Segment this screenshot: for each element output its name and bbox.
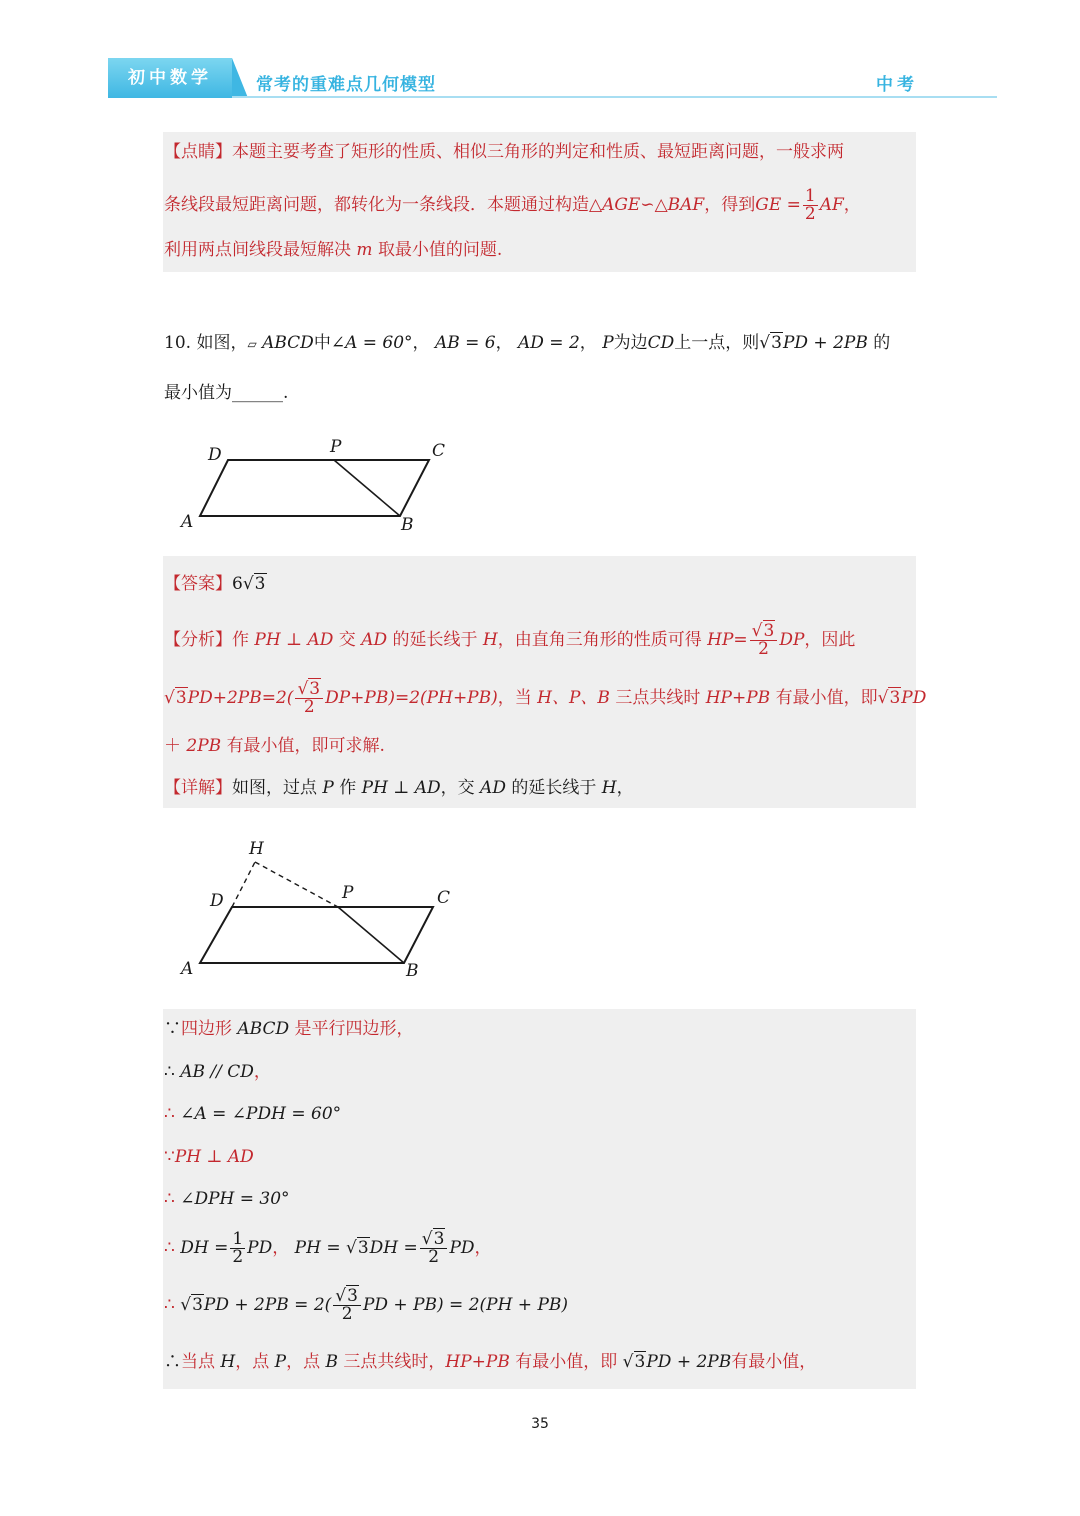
s3-therefore: ∴ xyxy=(164,1104,175,1124)
analysis-2d: ，当 xyxy=(497,688,532,708)
dianjing-tag: 【点睛】 xyxy=(164,142,232,162)
question-line-2: 最小值为______. xyxy=(164,383,289,403)
header-right-label: 中考 xyxy=(876,75,918,95)
s6-frac-sqrt: √3 xyxy=(421,1229,445,1249)
dianjing-line-1 xyxy=(164,140,844,164)
analysis-2i-sqrt: √3 xyxy=(877,688,901,708)
dianjing-text-3b: 取最小值的问题. xyxy=(377,240,503,260)
analysis-line-3 xyxy=(164,734,385,758)
solution-step-2 xyxy=(164,1060,271,1084)
s2-end: ， xyxy=(253,1062,271,1082)
s4-because: ∵ xyxy=(164,1147,175,1167)
question-number: 10. xyxy=(164,333,192,353)
s6-pd: PD xyxy=(247,1238,273,1258)
header-tab: 初中数学 xyxy=(108,58,232,98)
sep-3: ， xyxy=(579,333,597,353)
s6-sqrt: √3 xyxy=(345,1238,369,1258)
answer-coef: 6 xyxy=(232,574,243,594)
figure-2-ad-extension xyxy=(232,862,255,907)
analysis-fraction-1 xyxy=(750,623,778,658)
analysis-2c: DP+PB)=2(PH+PB) xyxy=(325,688,498,708)
sep-2: ， xyxy=(495,333,513,353)
dianjing-text-2: 条线段最短距离问题，都转化为一条线段．本题通过构造 xyxy=(164,195,589,215)
solution-step-7 xyxy=(164,1283,568,1327)
detail-h: H xyxy=(601,778,617,798)
sep-1: ， xyxy=(412,333,430,353)
dianjing-line-2 xyxy=(164,188,861,223)
analysis-2e: H、P、B xyxy=(537,688,610,708)
s8-b: ，点 xyxy=(235,1352,270,1372)
angle-a-given: ∠A = 60° xyxy=(330,333,413,353)
figure-2-label-p: P xyxy=(342,883,354,903)
analysis-2b: PD+2PB=2( xyxy=(187,688,294,708)
half-fraction xyxy=(803,188,818,223)
figure-1-segment-pb xyxy=(334,460,400,516)
s8-h2: 有最小值， xyxy=(731,1352,817,1372)
figure-2-label-b: B xyxy=(406,961,419,981)
s8-sqrt: √3 xyxy=(622,1352,646,1372)
s7-sqrt-arg: 3 xyxy=(192,1295,203,1315)
solution-step-1 xyxy=(164,1017,414,1041)
half-num: 1 xyxy=(804,186,816,206)
question-text-2: 中 xyxy=(313,333,331,353)
analysis-line-1 xyxy=(164,616,855,664)
solution-step-6 xyxy=(164,1226,492,1270)
analysis-2i: PD xyxy=(901,688,927,708)
s2-expr: AB // CD xyxy=(180,1062,254,1082)
analysis-h: H xyxy=(482,630,498,650)
s6-pd2: PD xyxy=(449,1238,475,1258)
figure-2-parallelogram xyxy=(175,836,465,986)
af-expr: AF xyxy=(819,195,844,215)
detail-t3: ，交 xyxy=(440,778,475,798)
s5-therefore: ∴ xyxy=(164,1189,175,1209)
figure-2-label-d: D xyxy=(210,891,224,911)
s6-g: ， xyxy=(474,1238,492,1258)
figure-1-label-c: C xyxy=(432,441,446,461)
analysis-1c: 交 xyxy=(338,630,356,650)
detail-tag: 【详解】 xyxy=(164,778,232,798)
analysis-frac-den: 2 xyxy=(758,639,769,659)
analysis-2g: HP+PB xyxy=(705,688,771,708)
ab-given: AB = 6 xyxy=(434,333,496,353)
s7-frac-sqrt-arg: 3 xyxy=(347,1286,358,1306)
s7-frac-sqrt: √3 xyxy=(335,1286,358,1306)
figure-1-parallelogram xyxy=(175,432,465,542)
header-subtitle: 常考的重难点几何模型 xyxy=(256,75,436,95)
point-p: P xyxy=(602,333,614,353)
figure-1-label-b: B xyxy=(401,515,414,535)
s8-f: 有最小值，即 xyxy=(515,1352,618,1372)
s4-expr: PH ⊥ AD xyxy=(174,1147,254,1167)
s6-frac-den: 2 xyxy=(428,1247,440,1267)
analysis-2i-sqrt-arg: 3 xyxy=(889,688,901,708)
s8-g: PD + 2PB xyxy=(646,1352,732,1372)
analysis-frac2-den: 2 xyxy=(303,697,315,717)
s8-d: 三点共线时， xyxy=(343,1352,446,1372)
figure-1-label-p: P xyxy=(330,437,342,457)
analysis-ad: AD xyxy=(361,630,388,650)
analysis-2-sqrt: √3 xyxy=(164,688,187,708)
figure-2-segment-pb xyxy=(338,907,404,963)
s7-sqrt: √3 xyxy=(180,1295,203,1315)
solution-step-5 xyxy=(164,1187,290,1211)
analysis-dp: DP xyxy=(779,630,805,650)
detail-t5: ， xyxy=(616,778,634,798)
sqrt-3: √3 xyxy=(759,333,782,353)
s6-c: ， xyxy=(272,1238,290,1258)
s8-bb: B xyxy=(325,1352,338,1372)
cd-label: CD xyxy=(647,333,675,353)
s8-sqrt-arg: 3 xyxy=(634,1352,646,1372)
sqrt-arg: 3 xyxy=(771,333,782,353)
analysis-3b: 2PB xyxy=(186,736,222,756)
question-text-4: 上一点，则 xyxy=(674,333,760,353)
question-text-5: 的 xyxy=(873,333,891,353)
s6-half-den: 2 xyxy=(232,1247,244,1267)
dianjing-text-2c: ， xyxy=(843,195,861,215)
half-den: 2 xyxy=(804,204,816,224)
s1-a: 四边形 xyxy=(181,1019,232,1039)
s6-frac xyxy=(420,1231,448,1266)
s7-b: PD + PB) = 2(PH + PB) xyxy=(362,1295,569,1315)
ge-expr: GE = xyxy=(755,195,801,215)
analysis-3c: 有最小值，即可求解. xyxy=(226,736,385,756)
figure-2-segment-ph xyxy=(255,862,338,907)
detail-t2: 作 xyxy=(339,778,357,798)
s8-e: HP+PB xyxy=(445,1352,510,1372)
analysis-1a: 作 xyxy=(232,630,249,650)
target-expression: PD + 2PB xyxy=(782,333,868,353)
figure-1-label-a: A xyxy=(181,512,194,532)
abcd-label: ABCD xyxy=(262,333,314,353)
question-text-3: 为边 xyxy=(613,333,648,353)
solution-step-4 xyxy=(164,1145,254,1169)
dianjing-line-3 xyxy=(164,238,502,262)
analysis-frac-sqrt: √3 xyxy=(751,621,775,641)
page-number: 35 xyxy=(531,1416,549,1432)
parallelogram-symbol: ▱ xyxy=(247,337,257,351)
analysis-fraction-2 xyxy=(295,681,323,716)
s6-dh2: DH = xyxy=(369,1238,418,1258)
analysis-frac2-sqrt-arg: 3 xyxy=(309,679,321,699)
s7-frac-den: 2 xyxy=(341,1304,353,1324)
solution-step-3 xyxy=(164,1102,341,1126)
figure-2-abcd xyxy=(200,907,433,963)
answer-tag: 【答案】 xyxy=(164,574,232,594)
analysis-2-sqrt-arg: 3 xyxy=(175,688,187,708)
figure-2-label-h: H xyxy=(249,839,264,859)
header-divider xyxy=(232,96,997,98)
detail-line xyxy=(164,776,634,800)
ad-given: AD = 2 xyxy=(518,333,580,353)
s1-c: 是平行四边形， xyxy=(294,1019,414,1039)
analysis-hp: HP= xyxy=(707,630,748,650)
s6-frac-sqrt-arg: 3 xyxy=(433,1229,445,1249)
question-line-1 xyxy=(164,331,890,356)
dianjing-text-2b: ，得到 xyxy=(704,195,756,215)
s7-therefore: ∴ xyxy=(164,1295,175,1315)
analysis-3a: ＋ xyxy=(164,736,181,756)
analysis-line-2 xyxy=(164,674,926,722)
s6-dh: DH = xyxy=(180,1238,229,1258)
s1-abcd: ABCD xyxy=(237,1019,290,1039)
analysis-2h: 有最小值，即 xyxy=(775,688,878,708)
m-variable: m xyxy=(356,240,373,260)
answer-sqrt-arg: 3 xyxy=(254,574,266,594)
s8-h: H xyxy=(220,1352,236,1372)
solution-step-8 xyxy=(164,1350,816,1374)
s6-ph: PH = xyxy=(294,1238,341,1258)
s8-p: P xyxy=(274,1352,287,1372)
s8-c: ，点 xyxy=(286,1352,321,1372)
s7-a: PD + 2PB = 2( xyxy=(203,1295,332,1315)
s6-sqrt-arg: 3 xyxy=(357,1238,369,1258)
s7-frac xyxy=(333,1288,361,1323)
s6-half-num: 1 xyxy=(232,1229,244,1249)
similar-triangles: △AGE∽△BAF xyxy=(589,195,705,215)
dianjing-text-1: 本题主要考查了矩形的性质、相似三角形的判定和性质、最短距离问题，一般求两 xyxy=(232,142,844,162)
analysis-frac2-sqrt: √3 xyxy=(297,679,321,699)
answer-sqrt: √3 xyxy=(242,574,266,594)
figure-1-label-d: D xyxy=(208,445,222,465)
analysis-1j: ，因此 xyxy=(804,630,856,650)
s3-expr: ∠A = ∠PDH = 60° xyxy=(180,1104,342,1124)
s1-because: ∵ xyxy=(164,1019,181,1039)
analysis-2f: 三点共线时 xyxy=(615,688,701,708)
answer-line xyxy=(164,572,267,596)
figure-2-label-c: C xyxy=(437,888,451,908)
figure-2-label-a: A xyxy=(181,959,194,979)
figure-1-abcd xyxy=(200,460,429,516)
s6-therefore: ∴ xyxy=(164,1238,175,1258)
s8-therefore: ∴ xyxy=(164,1352,181,1372)
s8-a: 当点 xyxy=(181,1352,215,1372)
analysis-1g: ，由直角三角形的性质可得 xyxy=(497,630,702,650)
analysis-ph-perp: PH ⊥ AD xyxy=(254,630,334,650)
detail-ph: PH ⊥ AD xyxy=(361,778,441,798)
detail-t1: 如图，过点 xyxy=(232,778,317,798)
question-text-1: 如图， xyxy=(196,333,248,353)
detail-t4: 的延长线于 xyxy=(511,778,597,798)
analysis-1e: 的延长线于 xyxy=(392,630,478,650)
analysis-frac-sqrt-arg: 3 xyxy=(763,621,775,641)
s6-half xyxy=(230,1231,245,1266)
dianjing-text-3: 利用两点间线段最短解决 xyxy=(164,240,351,260)
detail-p: P xyxy=(322,778,334,798)
analysis-tag: 【分析】 xyxy=(164,630,232,650)
detail-ad: AD xyxy=(480,778,506,798)
s5-expr: ∠DPH = 30° xyxy=(180,1189,290,1209)
s2-therefore: ∴ xyxy=(164,1062,175,1082)
